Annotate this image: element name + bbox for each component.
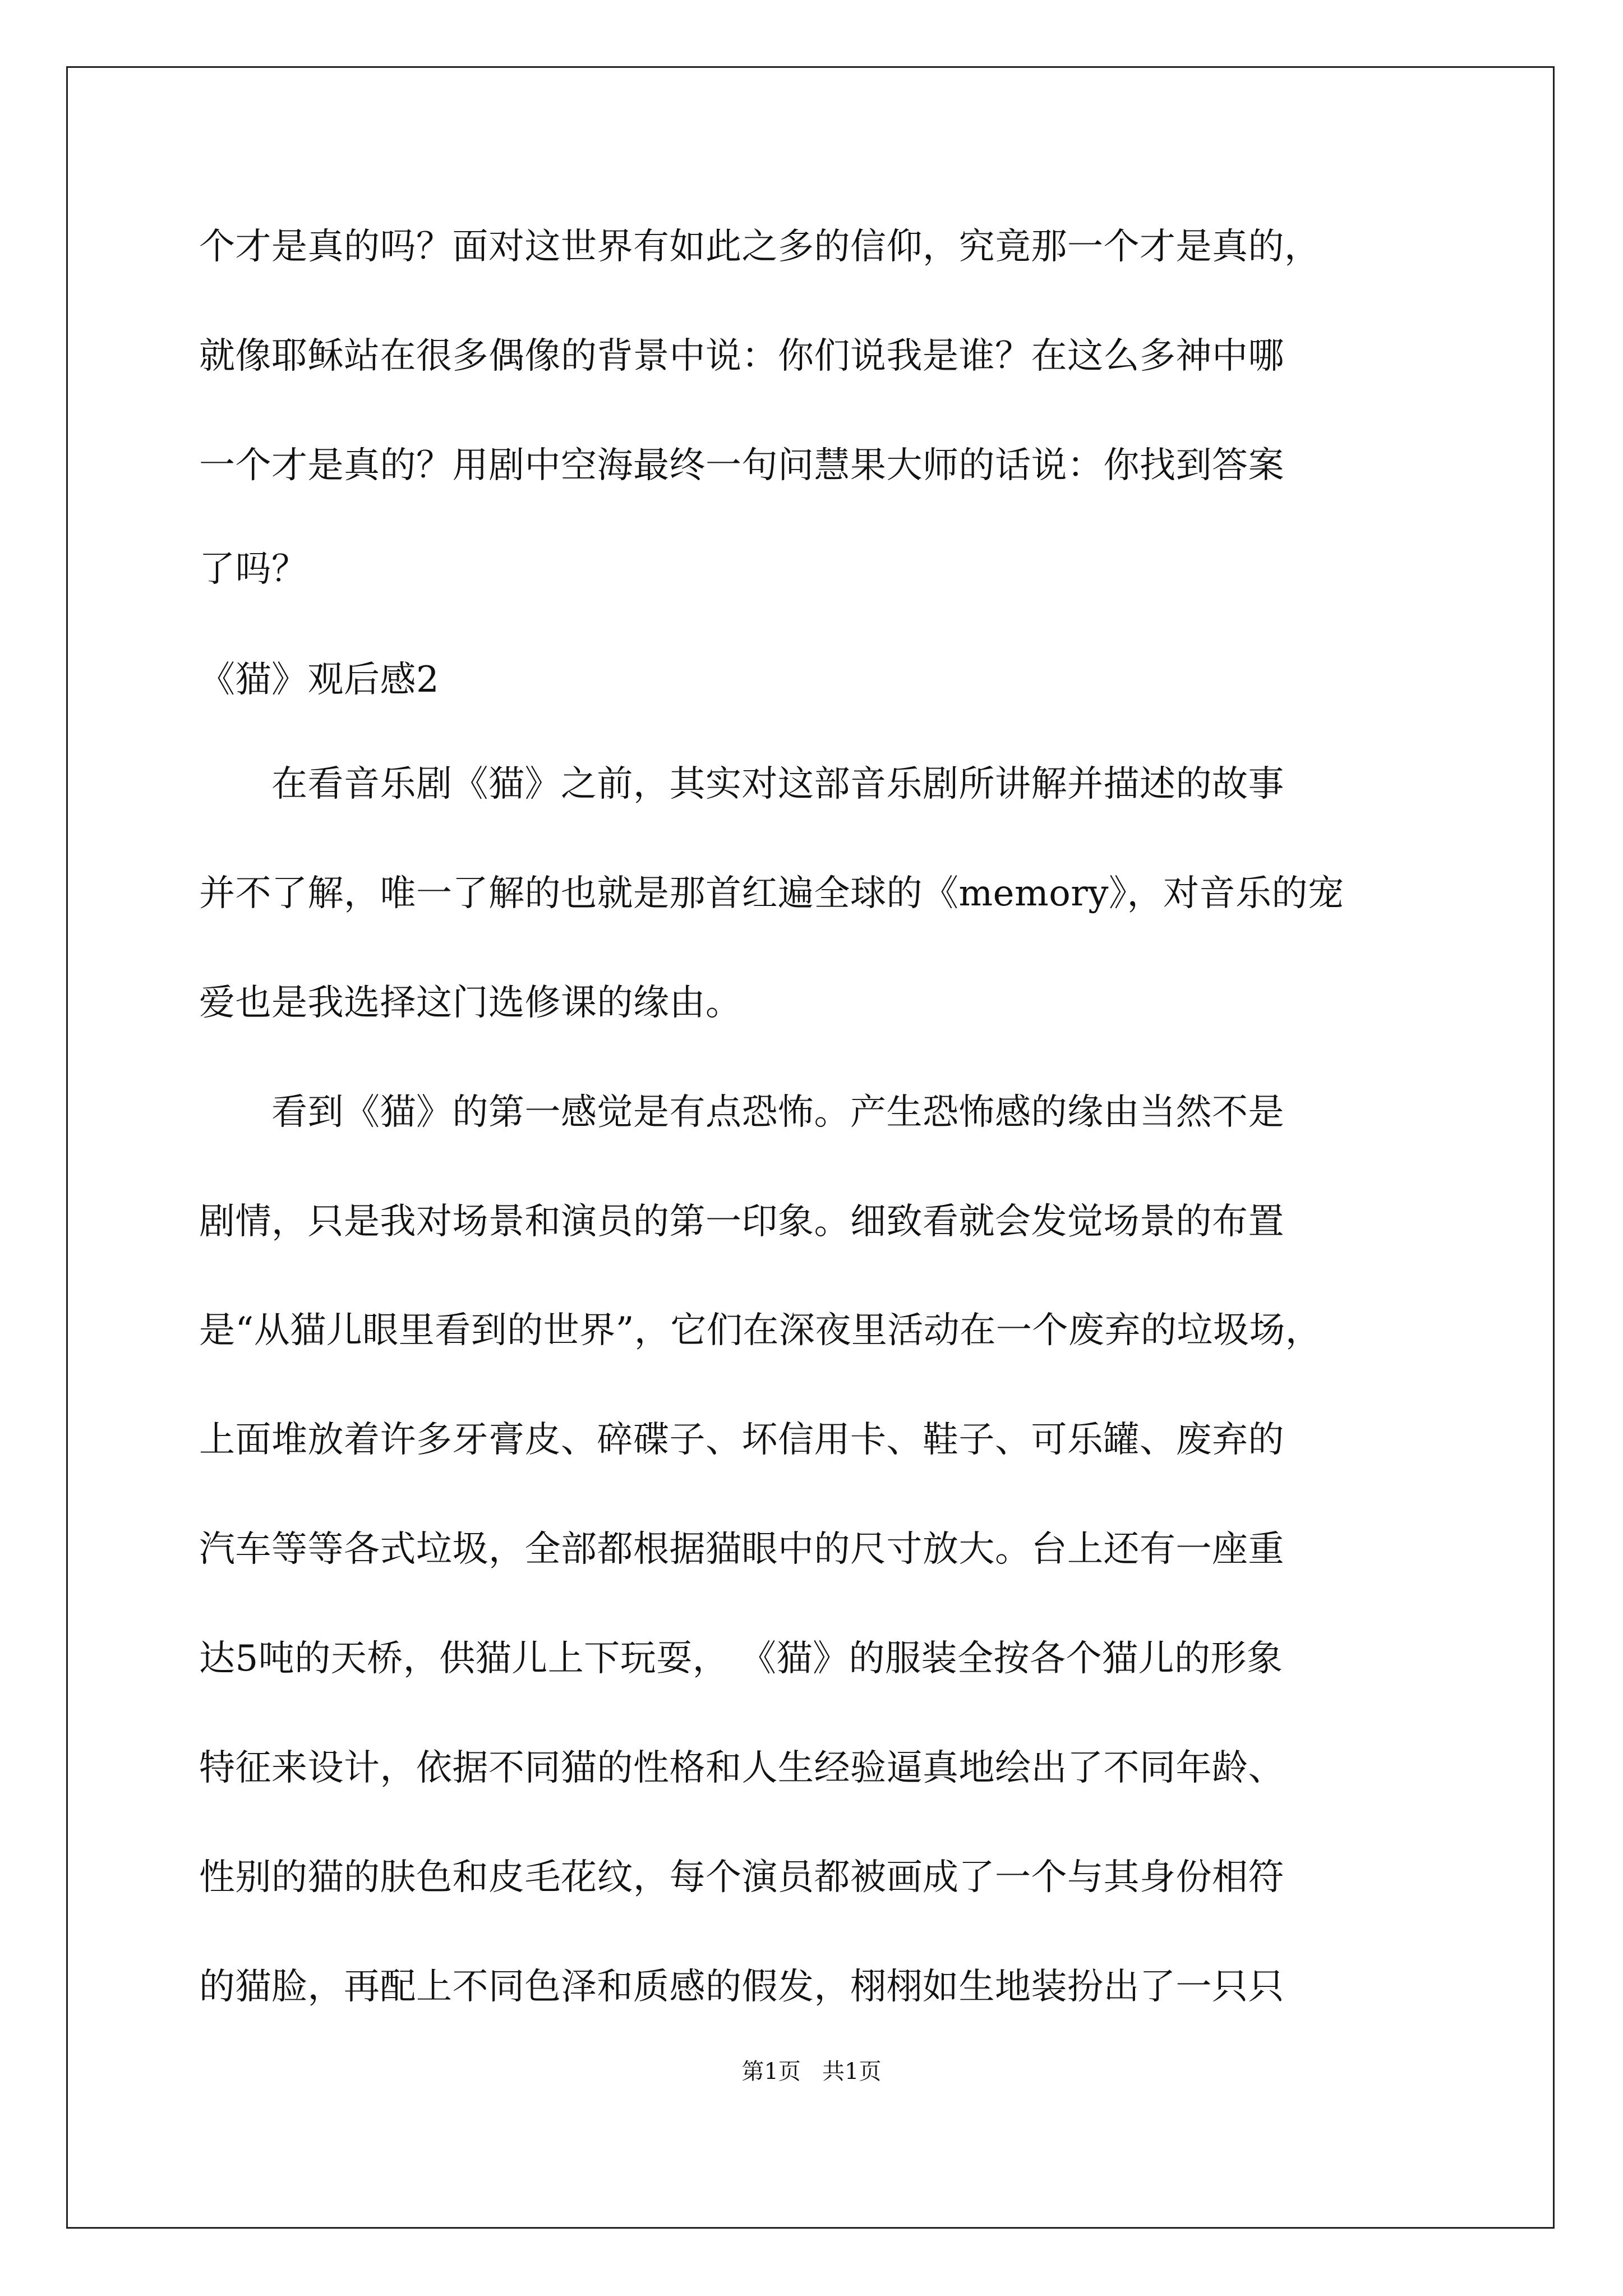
text-line: 达5吨的天桥，供猫儿上下玩耍， 《猫》的服装全按各个猫儿的形象 [199, 1638, 1283, 1680]
page-border [66, 66, 1555, 2229]
text-line: 剧情，只是我对场景和演员的第一印象。细致看就会发觉场景的布置 [199, 1201, 1284, 1243]
page-footer: 第1页 共1页 [741, 2059, 882, 2085]
text-line: 特征来设计，依据不同猫的性格和人生经验逼真地绘出了不同年龄、 [199, 1747, 1284, 1789]
text-line: 了吗？ [199, 549, 308, 590]
text-line: 是“从猫儿眼里看到的世界”，它们在深夜里活动在一个废弃的垃圾场， [199, 1310, 1322, 1351]
text-line: 一个才是真的？用剧中空海最终一句问慧果大师的话说：你找到答案 [199, 445, 1284, 486]
text-line: 汽车等等各式垃圾，全部都根据猫眼中的尺寸放大。台上还有一座重 [199, 1529, 1284, 1570]
text-line: 在看音乐剧《猫》之前，其实对这部音乐剧所讲解并描述的故事 [199, 763, 1284, 805]
text-line: 个才是真的吗？面对这世界有如此之多的信仰，究竟那一个才是真的， [199, 226, 1321, 268]
text-line: 上面堆放着许多牙膏皮、碎碟子、坏信用卡、鞋子、可乐罐、废弃的 [199, 1419, 1284, 1461]
section-heading: 《猫》观后感2 [199, 659, 440, 701]
text-line: 性别的猫的肤色和皮毛花纹，每个演员都被画成了一个与其身份相符 [199, 1857, 1284, 1898]
text-line: 爱也是我选择这门选修课的缘由。 [199, 982, 742, 1024]
text-line: 看到《猫》的第一感觉是有点恐怖。产生恐怖感的缘由当然不是 [199, 1092, 1284, 1133]
text-line: 就像耶稣站在很多偶像的背景中说：你们说我是谁？在这么多神中哪 [199, 335, 1284, 377]
text-line: 的猫脸，再配上不同色泽和质感的假发，栩栩如生地装扮出了一只只 [199, 1966, 1284, 2008]
text-line: 并不了解，唯一了解的也就是那首红遍全球的《memory》，对音乐的宠 [199, 873, 1344, 914]
